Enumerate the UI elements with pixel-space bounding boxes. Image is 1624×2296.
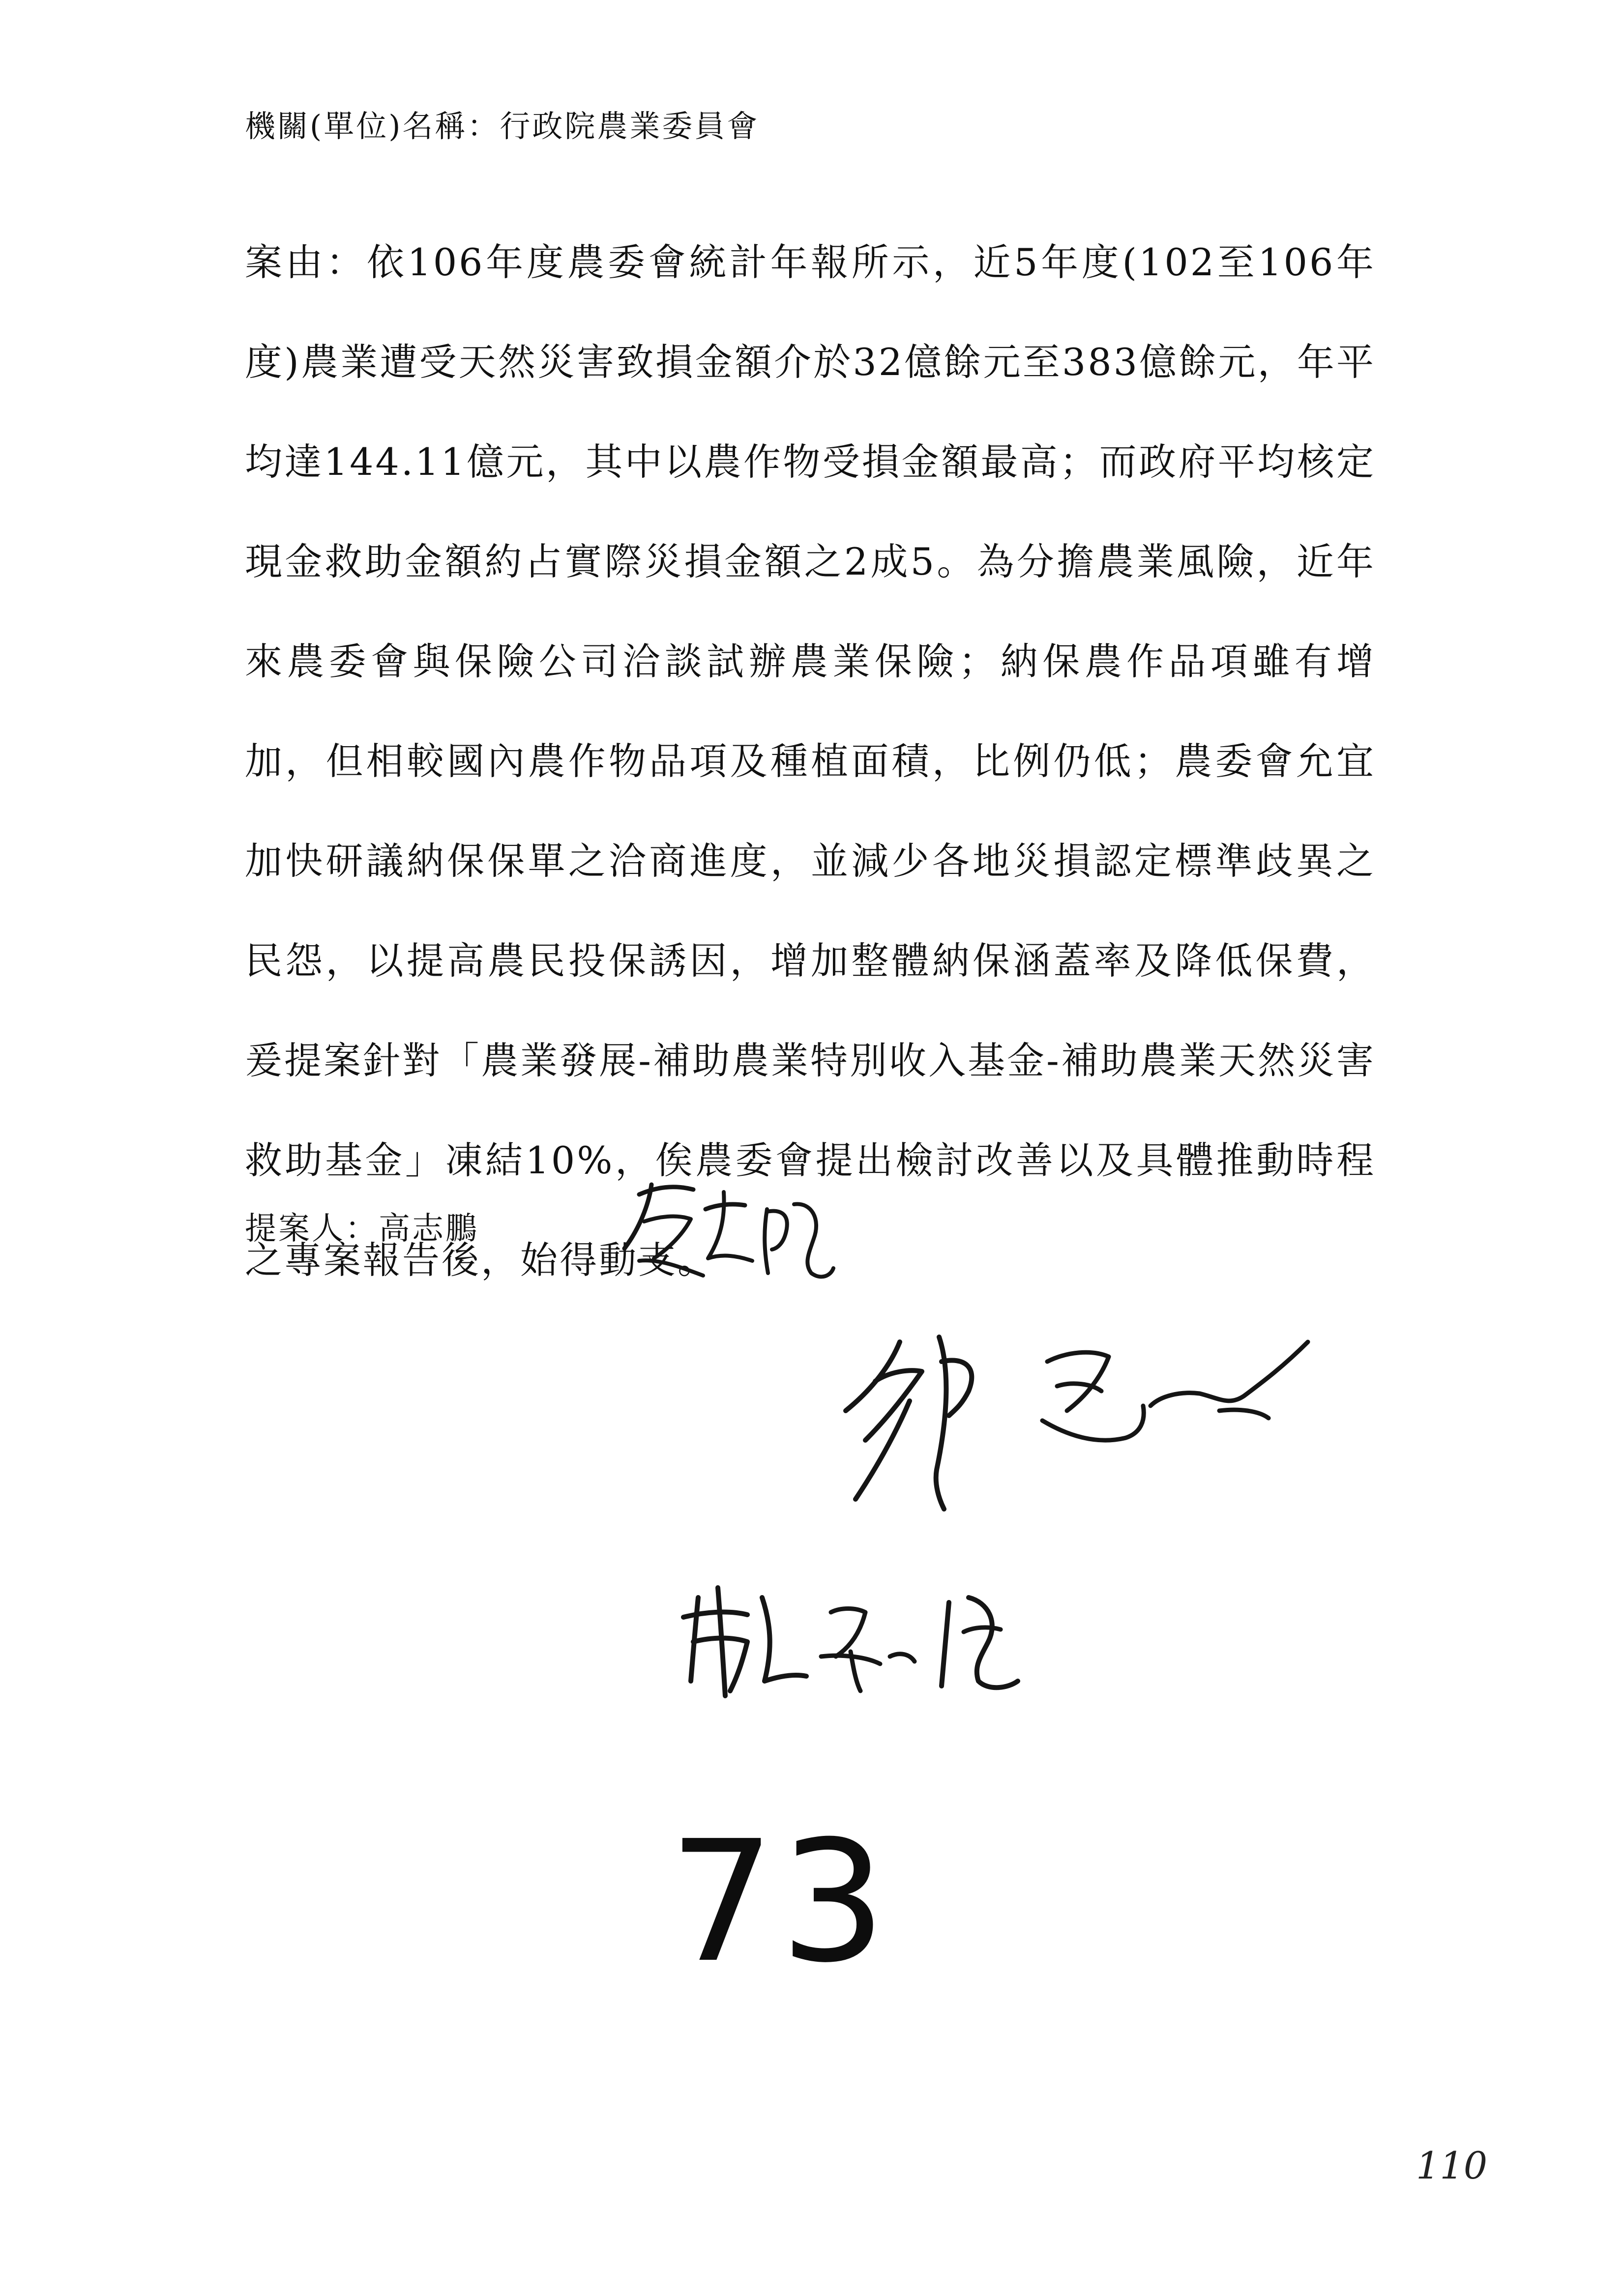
signature-cosigner-1 bbox=[836, 1322, 1318, 1548]
proposal-body: 案由：依106年度農委會統計年報所示，近5年度(102至106年度)農業遭受天然災害致損金額介於32億餘元至383億餘元，年平均達144.11億元，其中以農作物受損金額最高；而政府平均核定現金救助金額約占實際災損金額之2成5。為分擔農業風險，近年來農委會與保險公司洽談試辦農業保險；納保農作品項雖有增加，但相較國內農作物品項及種植面積，比例仍低；農委會允宜加快研議納保保單之洽商進度，並減少各地災損認定標準歧異之民怨，以提高農民投保誘因，增加整體納保涵蓋率及降低保費，爰提案針對「農業發展-補助農業特別收入基金-補助農業天然災害救助基金」凍結10%，俟農委會提出檢討改善以及具體推動時程之專案報告後，始得動支。 bbox=[245, 240, 1376, 1282]
handwritten-number: 73 bbox=[669, 1805, 891, 2000]
signature-proposer bbox=[610, 1175, 836, 1303]
proposer-line: 提案人：高志鵬 bbox=[245, 1211, 479, 1247]
signature-cosigner-2 bbox=[674, 1568, 1047, 1706]
page-number: 110 bbox=[1416, 2144, 1488, 2187]
agency-line: 機關(單位)名稱：行政院農業委員會 bbox=[245, 108, 760, 144]
